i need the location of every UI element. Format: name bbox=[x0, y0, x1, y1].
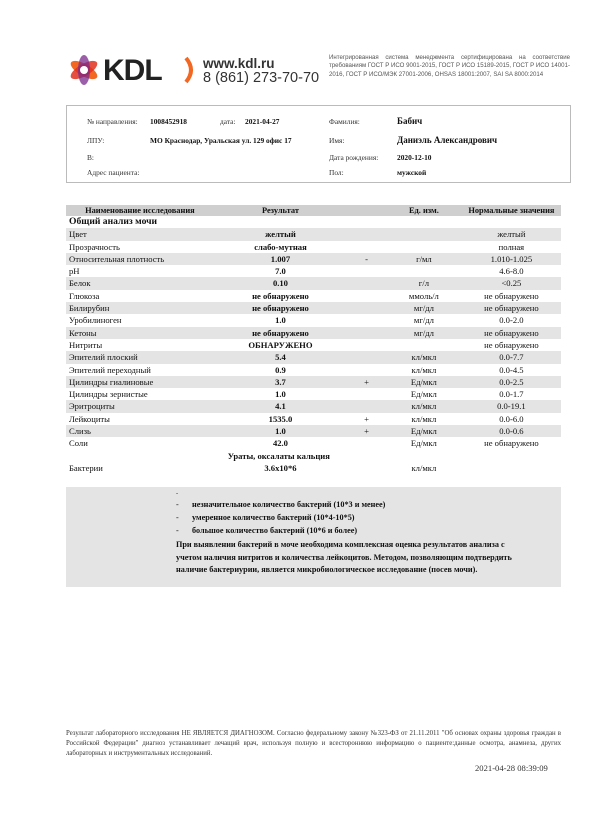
note-dot: . bbox=[176, 487, 179, 496]
table-header bbox=[66, 205, 561, 216]
row-unit: Ед/мкл bbox=[386, 437, 462, 449]
row-flag bbox=[347, 400, 386, 412]
row-unit: г/мл bbox=[386, 253, 462, 265]
row-unit: Ед/мкл bbox=[386, 425, 462, 437]
table-row bbox=[66, 400, 561, 412]
section-title: Общий анализ мочи bbox=[66, 216, 561, 228]
table-row bbox=[66, 302, 561, 314]
row-unit bbox=[386, 228, 462, 240]
header-norm: Нормальные значения bbox=[462, 205, 561, 216]
address-label: Адрес пациента: bbox=[87, 168, 140, 177]
row-unit bbox=[386, 265, 462, 277]
row-flag bbox=[347, 277, 386, 289]
row-result: не обнаружено bbox=[214, 327, 347, 339]
note-text: При выявлении бактерий в моче необходима комплексная оценка результатов анализа с учетом наличия нитритов и количества лейкоцитов. Методом, позволяющим подтвердить наличие бактериурии, является микробиологическое исследование (посев мочи). bbox=[176, 540, 512, 574]
row-result: 42.0 bbox=[214, 437, 347, 449]
row-result: не обнаружено bbox=[214, 290, 347, 302]
date-label: дата: bbox=[220, 117, 236, 126]
doctor-label: В: bbox=[87, 153, 94, 162]
header-unit: Ед. изм. bbox=[386, 205, 462, 216]
surname-label: Фамилия: bbox=[329, 117, 360, 126]
row-result: желтый bbox=[214, 228, 347, 240]
row-flag bbox=[347, 339, 386, 351]
row-result: 1.0 bbox=[214, 388, 347, 400]
row-norm: 0.0-6.0 bbox=[462, 413, 561, 425]
site-url[interactable]: www.kdl.ru bbox=[203, 56, 275, 71]
table-row bbox=[66, 351, 561, 363]
patient-dob: 2020-12-10 bbox=[397, 153, 432, 162]
note-dash-3: - bbox=[176, 526, 179, 535]
results-table bbox=[66, 205, 561, 474]
bacteria-result: 3.6x10*6 bbox=[214, 462, 347, 474]
referral-number: 1008452918 bbox=[150, 117, 187, 126]
table-row bbox=[66, 327, 561, 339]
row-flag: + bbox=[347, 413, 386, 425]
table-row bbox=[66, 437, 561, 449]
header-test-name: Наименование исследования bbox=[66, 205, 214, 216]
table-row bbox=[66, 364, 561, 376]
row-result: 7.0 bbox=[214, 265, 347, 277]
row-flag: + bbox=[347, 425, 386, 437]
row-result: 5.4 bbox=[214, 351, 347, 363]
note-item-2: умеренное количество бактерий (10*4-10*5) bbox=[192, 513, 355, 522]
row-unit: Ед/мкл bbox=[386, 376, 462, 388]
row-name: Прозрачность bbox=[66, 241, 214, 253]
header-result: Результат bbox=[214, 205, 347, 216]
row-result: 1.0 bbox=[214, 314, 347, 326]
table-row bbox=[66, 277, 561, 289]
row-result: не обнаружено bbox=[214, 302, 347, 314]
patient-surname: Бабич bbox=[397, 116, 423, 126]
row-result: слабо-мутная bbox=[214, 241, 347, 253]
row-flag bbox=[347, 327, 386, 339]
row-norm: желтый bbox=[462, 228, 561, 240]
row-norm: <0.25 bbox=[462, 277, 561, 289]
row-result: 0.10 bbox=[214, 277, 347, 289]
table-row bbox=[66, 425, 561, 437]
salts-note-row bbox=[66, 450, 561, 462]
row-norm: 4.6-8.0 bbox=[462, 265, 561, 277]
header-flag bbox=[347, 205, 386, 216]
row-norm: не обнаружено bbox=[462, 339, 561, 351]
row-flag bbox=[347, 437, 386, 449]
row-unit: мг/дл bbox=[386, 302, 462, 314]
row-unit: мг/дл bbox=[386, 327, 462, 339]
row-flag bbox=[347, 314, 386, 326]
row-flag bbox=[347, 302, 386, 314]
name-label: Имя: bbox=[329, 136, 345, 145]
row-flag bbox=[347, 388, 386, 400]
row-name: Билирубин bbox=[66, 302, 214, 314]
table-row bbox=[66, 265, 561, 277]
row-norm: не обнаружено bbox=[462, 437, 561, 449]
table-row bbox=[66, 413, 561, 425]
row-norm: 1.010-1.025 bbox=[462, 253, 561, 265]
row-name: Соли bbox=[66, 437, 214, 449]
row-result: 0.9 bbox=[214, 364, 347, 376]
row-norm: 0.0-19.1 bbox=[462, 400, 561, 412]
results-rows bbox=[66, 228, 561, 449]
row-unit: кл/мкл bbox=[386, 413, 462, 425]
row-norm: полная bbox=[462, 241, 561, 253]
phone-number: 8 (861) 273-70-70 bbox=[203, 70, 320, 86]
row-unit: г/л bbox=[386, 277, 462, 289]
row-name: Эпителий плоский bbox=[66, 351, 214, 363]
row-result: 1.0 bbox=[214, 425, 347, 437]
row-flag: - bbox=[347, 253, 386, 265]
row-result: 1.007 bbox=[214, 253, 347, 265]
row-unit bbox=[386, 241, 462, 253]
row-unit bbox=[386, 339, 462, 351]
table-row bbox=[66, 314, 561, 326]
row-result: 3.7 bbox=[214, 376, 347, 388]
note-item-3: большое количество бактерий (10*6 и более) bbox=[192, 526, 358, 535]
row-unit: мг/дл bbox=[386, 314, 462, 326]
note-item-1: незначительное количество бактерий (10*3 и менее) bbox=[192, 500, 386, 509]
row-norm: 0.0-1.7 bbox=[462, 388, 561, 400]
row-flag: + bbox=[347, 376, 386, 388]
table-row bbox=[66, 388, 561, 400]
patient-name: Даниэль Александрович bbox=[397, 135, 498, 145]
sex-label: Пол: bbox=[329, 168, 344, 177]
lpu-label: ЛПУ: bbox=[87, 136, 105, 145]
row-name: Относительная плотность bbox=[66, 253, 214, 265]
bacteria-unit: кл/мкл bbox=[386, 462, 462, 474]
row-unit: кл/мкл bbox=[386, 364, 462, 376]
row-flag bbox=[347, 364, 386, 376]
row-unit: кл/мкл bbox=[386, 351, 462, 363]
row-flag bbox=[347, 290, 386, 302]
row-flag bbox=[347, 228, 386, 240]
section-title-row bbox=[66, 216, 561, 228]
row-norm: 0.0-4.5 bbox=[462, 364, 561, 376]
row-name: Цвет bbox=[66, 228, 214, 240]
row-norm: 0.0-0.6 bbox=[462, 425, 561, 437]
note-dash-2: - bbox=[176, 513, 179, 522]
patient-info-box bbox=[66, 105, 571, 183]
row-name: pH bbox=[66, 265, 214, 277]
row-name: Глюкоза bbox=[66, 290, 214, 302]
row-name: Цилиндры гиалиновые bbox=[66, 376, 214, 388]
table-row bbox=[66, 339, 561, 351]
row-name: Лейкоциты bbox=[66, 413, 214, 425]
table-row bbox=[66, 376, 561, 388]
lpu-value: МО Краснодар, Уральская ул. 129 офис 17 bbox=[150, 136, 292, 145]
table-row bbox=[66, 228, 561, 240]
bacteria-row bbox=[66, 462, 561, 474]
row-unit: Ед/мкл bbox=[386, 388, 462, 400]
row-flag bbox=[347, 241, 386, 253]
row-unit: ммоль/л bbox=[386, 290, 462, 302]
row-name: Уробилиноген bbox=[66, 314, 214, 326]
row-norm: не обнаружено bbox=[462, 290, 561, 302]
dob-label: Дата рождения: bbox=[329, 153, 379, 162]
row-name: Цилиндры зернистые bbox=[66, 388, 214, 400]
row-name: Эпителий переходный bbox=[66, 364, 214, 376]
referral-label: № направления: bbox=[87, 117, 138, 126]
row-result: ОБНАРУЖЕНО bbox=[214, 339, 347, 351]
row-result: 1535.0 bbox=[214, 413, 347, 425]
row-flag bbox=[347, 351, 386, 363]
row-norm: 0.0-2.0 bbox=[462, 314, 561, 326]
note-dash-1: - bbox=[176, 500, 179, 509]
salts-note: Ураты, оксалаты кальция bbox=[214, 450, 347, 462]
row-unit: кл/мкл bbox=[386, 400, 462, 412]
row-norm: не обнаружено bbox=[462, 327, 561, 339]
disclaimer: Результат лабораторного исследования НЕ ЯВЛЯЕТСЯ ДИАГНОЗОМ. Согласно федеральному закону №323-ФЗ от 21.11.2011 "Об основах охраны здоровья граждан в Российской Федерации" диагноз устанавливает лечащий врач, используя полную и всестороннюю информацию о пациенте:данные осмотра, анамнеза, других лабораторных и инструментальных исследований. bbox=[66, 730, 561, 757]
row-norm: не обнаружено bbox=[462, 302, 561, 314]
row-name: Кетоны bbox=[66, 327, 214, 339]
row-norm: 0.0-7.7 bbox=[462, 351, 561, 363]
row-name: Нитриты bbox=[66, 339, 214, 351]
row-name: Эритроциты bbox=[66, 400, 214, 412]
referral-date: 2021-04-27 bbox=[245, 117, 280, 126]
bacteria-name: Бактерии bbox=[66, 462, 214, 474]
row-flag bbox=[347, 265, 386, 277]
printed-timestamp: 2021-04-28 08:39:09 bbox=[475, 763, 548, 773]
table-row bbox=[66, 253, 561, 265]
certification-text: Интегрированная система менеджмента сертифицирована на соответствие требованиям ГОСТ Р ИСО 9001-2015, ГОСТ Р ИСО 15189-2015, ГОСТ Р ИСО 14001-2016, ГОСТ Р ИСО/МЭК 27001-2006, OHSAS 18001:2007, SAI SA 8000:2014 bbox=[329, 54, 570, 78]
table-row bbox=[66, 241, 561, 253]
row-name: Белок bbox=[66, 277, 214, 289]
brand-name: KDL bbox=[103, 54, 162, 87]
patient-sex: мужской bbox=[397, 168, 427, 177]
bacteria-note bbox=[66, 487, 561, 587]
row-name: Слизь bbox=[66, 425, 214, 437]
row-norm: 0.0-2.5 bbox=[462, 376, 561, 388]
row-result: 4.1 bbox=[214, 400, 347, 412]
table-row bbox=[66, 290, 561, 302]
